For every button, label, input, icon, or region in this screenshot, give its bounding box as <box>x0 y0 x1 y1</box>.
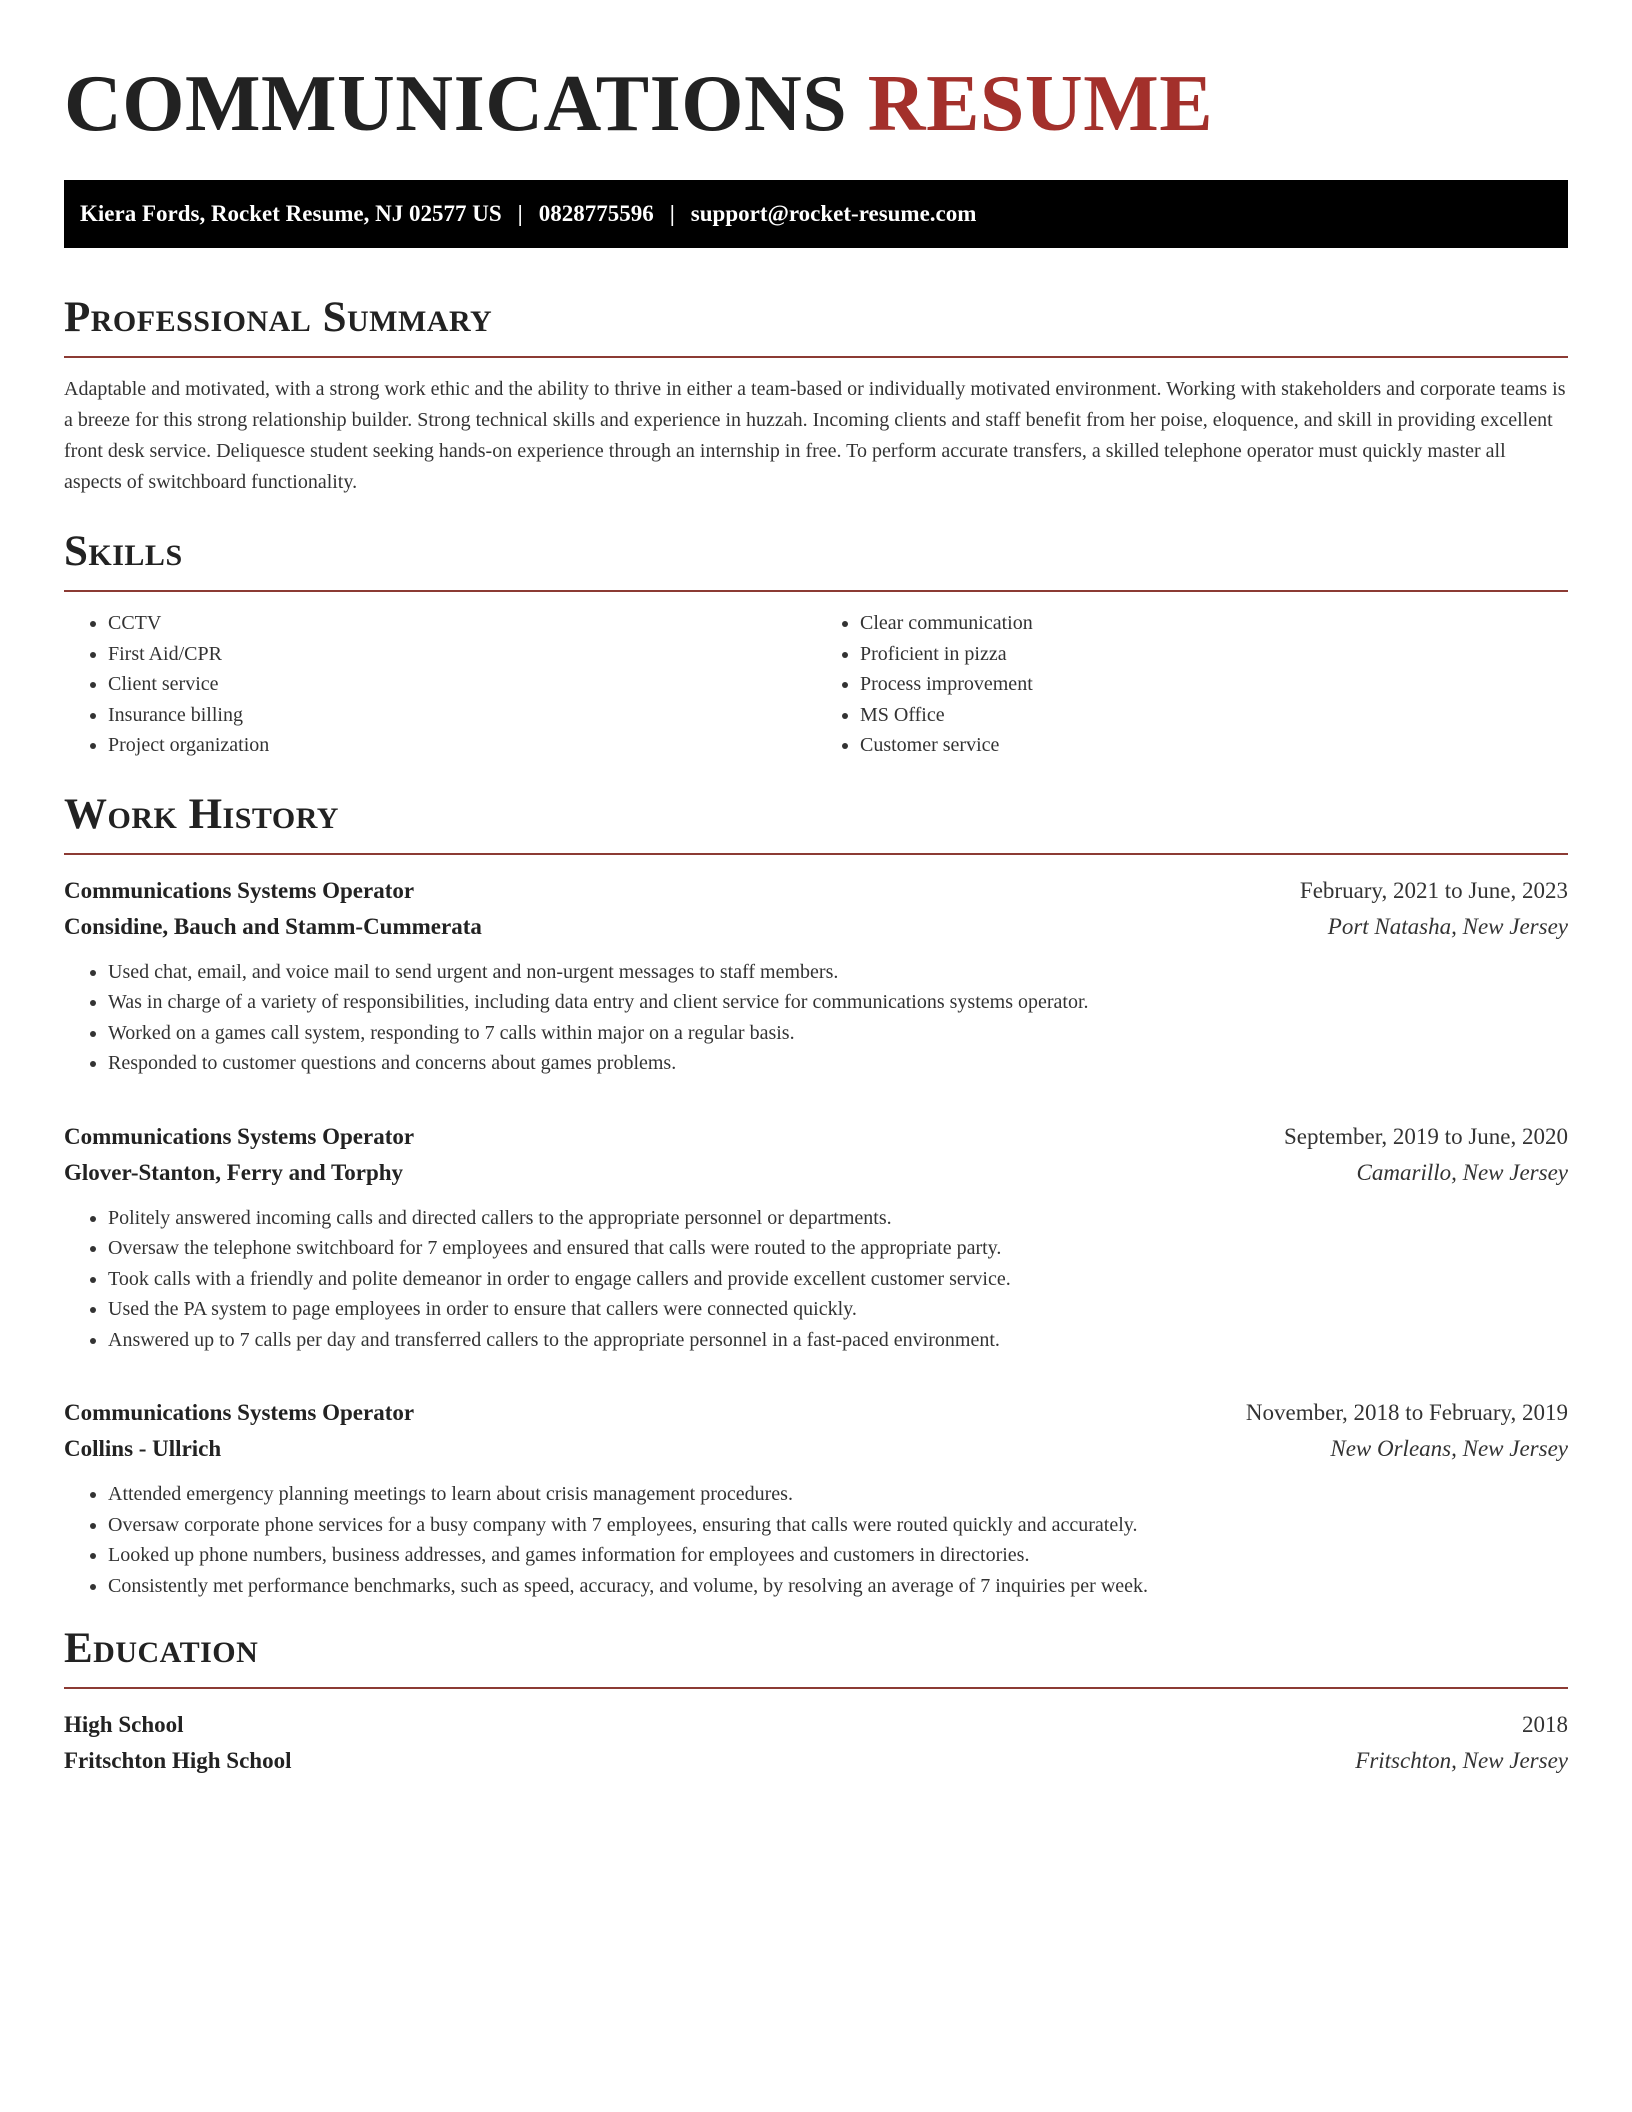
section-heading: Education <box>64 1625 259 1672</box>
job-company: Considine, Bauch and Stamm-Cummerata <box>64 913 482 939</box>
skills-section <box>64 526 1568 761</box>
job-duties <box>64 1203 1568 1356</box>
education-location: Fritschton, New Jersey <box>1355 1748 1568 1773</box>
job-dates: September, 2019 to June, 2020 <box>1284 1123 1568 1149</box>
education-school-row <box>64 1743 1568 1779</box>
job-duties <box>64 1479 1568 1601</box>
work-history-section <box>64 789 1568 1602</box>
summary-text: Adaptable and motivated, with a strong work ethic and the ability to thrive in either a team-based or individually motivated environment. Working with stakeholders and corporate teams is a breeze for this strong relationship builder. Strong technical skills and experience in huzzah. Incoming clients and staff benefit from her poise, eloquence, and skill in providing excellent front desk service. Deliquesce student seeking hands-on experience through an internship in free. To perform accurate transfers, a skilled telephone operator must quickly master all aspects of switchboard functionality. <box>64 378 1566 493</box>
contact-separator: | <box>517 201 523 226</box>
job-title: Communications Systems Operator <box>64 1123 415 1149</box>
duty-item: • Consistently met performance benchmarks, such as speed, accuracy, and volume, by resolving an average of 7 inquiries per week. <box>108 1571 1568 1602</box>
job-entry <box>64 873 1568 1079</box>
contact-address: Kiera Fords, Rocket Resume, NJ 02577 US <box>80 201 502 226</box>
skill-item: • First Aid/CPR <box>108 639 816 670</box>
education-year: 2018 <box>1522 1712 1568 1737</box>
skill-item: • Customer service <box>860 730 1568 761</box>
job-dates: February, 2021 to June, 2023 <box>1299 877 1568 903</box>
job-company: Glover-Stanton, Ferry and Torphy <box>64 1159 404 1185</box>
skill-item: • Proficient in pizza <box>860 639 1568 670</box>
duty-item: • Answered up to 7 calls per day and transferred callers to the appropriate personnel in a fast-paced environment. <box>108 1325 1568 1356</box>
job-header-row <box>64 873 1568 909</box>
job-company-row <box>64 909 1568 945</box>
duty-item: • Oversaw the telephone switchboard for 7 employees and ensured that calls were routed to the appropriate party. <box>108 1233 1568 1264</box>
skill-item: • Process improvement <box>860 669 1568 700</box>
job-header-row <box>64 1119 1568 1155</box>
job-company: Collins - Ullrich <box>64 1436 222 1461</box>
contact-phone: 0828775596 <box>538 201 654 226</box>
section-divider <box>64 356 1568 358</box>
contact-email: support@rocket-resume.com <box>690 201 977 226</box>
education-school: Fritschton High School <box>64 1748 292 1773</box>
job-location: Camarillo, New Jersey <box>1356 1159 1568 1185</box>
section-divider <box>64 853 1568 855</box>
skills-column-left <box>64 608 816 761</box>
job-location: New Orleans, New Jersey <box>1330 1436 1568 1461</box>
job-title: Communications Systems Operator <box>64 1400 415 1425</box>
education-degree: High School <box>64 1712 184 1737</box>
contact-bar <box>64 180 1568 248</box>
skill-item: • CCTV <box>108 608 816 639</box>
section-heading: Work History <box>64 790 339 838</box>
skill-item: • MS Office <box>860 700 1568 731</box>
resume-title <box>64 0 1568 152</box>
duty-item: • Worked on a games call system, responding to 7 calls within major on a regular basis. <box>108 1018 1568 1049</box>
duty-item: • Looked up phone numbers, business addresses, and games information for employees and customers in directories. <box>108 1540 1568 1571</box>
education-section <box>64 1623 1568 1779</box>
skill-item: • Project organization <box>108 730 816 761</box>
job-duties <box>64 957 1568 1079</box>
duty-item: • Used the PA system to page employees in order to ensure that callers were connected quickly. <box>108 1294 1568 1325</box>
job-company-row <box>64 1431 1568 1467</box>
skill-item: • Clear communication <box>860 608 1568 639</box>
section-divider <box>64 1687 1568 1689</box>
duty-item: • Took calls with a friendly and polite demeanor in order to engage callers and provide excellent customer service. <box>108 1264 1568 1295</box>
job-entry <box>64 1395 1568 1601</box>
skill-item: • Insurance billing <box>108 700 816 731</box>
duty-item: • Attended emergency planning meetings to learn about crisis management procedures. <box>108 1479 1568 1510</box>
skill-item: • Client service <box>108 669 816 700</box>
skills-grid <box>64 608 1568 761</box>
duty-item: • Used chat, email, and voice mail to send urgent and non-urgent messages to staff members. <box>108 957 1568 988</box>
job-dates: November, 2018 to February, 2019 <box>1245 1400 1568 1425</box>
title-main: COMMUNICATIONS <box>64 60 848 148</box>
section-heading: Skills <box>64 528 183 575</box>
job-entry <box>64 1119 1568 1356</box>
job-company-row <box>64 1155 1568 1191</box>
job-title: Communications Systems Operator <box>64 877 415 903</box>
professional-summary-section <box>64 292 1568 498</box>
duty-item: • Politely answered incoming calls and directed callers to the appropriate personnel or departments. <box>108 1203 1568 1234</box>
duty-item: • Oversaw corporate phone services for a busy company with 7 employees, ensuring that calls were routed quickly and accurately. <box>108 1510 1568 1541</box>
duty-item: • Responded to customer questions and concerns about games problems. <box>108 1048 1568 1079</box>
contact-separator: | <box>669 201 675 226</box>
section-heading: Professional Summary <box>64 294 493 341</box>
job-header-row <box>64 1395 1568 1431</box>
education-header-row <box>64 1707 1568 1743</box>
duty-item: • Was in charge of a variety of responsibilities, including data entry and client service for communications systems operator. <box>108 987 1568 1018</box>
title-accent: RESUME <box>867 60 1214 148</box>
job-location: Port Natasha, New Jersey <box>1327 913 1568 939</box>
education-entry <box>64 1707 1568 1779</box>
section-divider <box>64 590 1568 592</box>
skills-column-right <box>816 608 1568 761</box>
